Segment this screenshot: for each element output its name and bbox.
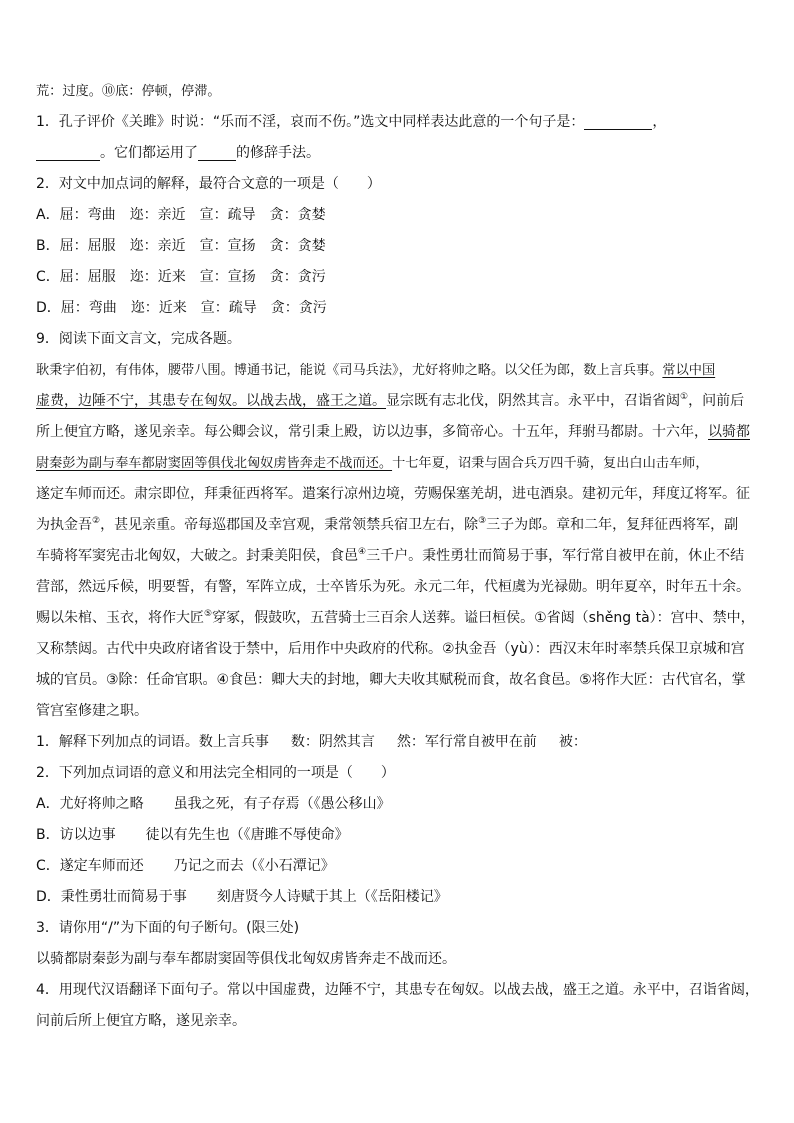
option-d: D．屈：弯曲 迩：近来 宣：疏导 贪：贪污 <box>36 300 327 316</box>
footnote-marker: ① <box>680 392 689 402</box>
question-1-continued <box>36 138 758 169</box>
sub-question-1-word: 数：阴然其言 <box>290 734 375 750</box>
answer-blank[interactable] <box>36 142 100 161</box>
passage-text: 所上便宜方略，遂见亲幸。每公卿会议，常引秉上殿，访以边事，多简帝心。十五年，拜驸马都尉。十六年， <box>36 424 708 440</box>
passage-line <box>36 510 758 541</box>
punct: ， <box>652 114 667 130</box>
footnote-marker: ⑤ <box>204 609 213 619</box>
sub-option-d <box>36 882 758 913</box>
sub-option-b <box>36 820 758 851</box>
question-1 <box>36 107 758 138</box>
sub-question-2-stem: 2．下列加点词语的意义和用法完全相同的一项是（ ） <box>36 765 395 781</box>
option-phrase: D．秉性勇壮而简易于事 <box>36 889 187 905</box>
passage-line: 营部，然远斥候，明要誓，有警，军阵立成，士卒皆乐为死。永元二年，代桓虞为光禄勋。明年夏卒，时年五十余。 <box>36 579 750 595</box>
passage-text: ，问前后 <box>688 393 745 409</box>
option-compare: 刻唐贤今人诗赋于其上（《岳阳楼记》 <box>216 889 448 905</box>
option-compare: 徒以有先生也（《唐雎不辱使命》 <box>145 827 349 843</box>
option-b: B．屈：屈服 迩：亲近 宣：宣扬 贪：贪婪 <box>36 238 326 254</box>
passage-text: 穿冢，假鼓吹，五营骑士三百余人送葬。谥曰桓侯。①省闼（shěng tà）：宫中、禁中， <box>212 610 755 626</box>
passage-line <box>36 448 758 479</box>
footnote-marker: ④ <box>358 547 367 557</box>
passage-line <box>36 355 758 386</box>
passage-text: ，甚见亲重。帝每巡郡国及幸宫观，秉常领禁兵宿卫左右，除 <box>100 517 479 533</box>
option-compare: 虽我之死，有子存焉（《愚公移山》 <box>173 796 391 812</box>
passage-line: 城的官员。③除：任命官职。④食邑：卿大夫的封地，卿大夫收其赋税而食，故名食邑。⑤将作大匠：古代官名，掌 <box>36 672 746 688</box>
passage-text: 军行常自被甲在前，休止不结 <box>562 548 745 564</box>
sub-question-1-text: 1．解释下列加点的词语。数上言兵事 <box>36 734 269 750</box>
option-phrase: A．尤好将帅之略 <box>36 796 144 812</box>
passage-line <box>36 417 758 448</box>
sub-question-4: 4．用现代汉语翻译下面句子。常以中国虚费，边陲不宁，其患专在匈奴。以战去战，盛王之道。永平中，召诣省闼， <box>36 982 759 998</box>
passage-line: 又称禁闼。古代中央政府诸省设于禁中，后用作中央政府的代称。②执金吾（yù）：西汉末年时率禁兵保卫京城和宫 <box>36 641 745 657</box>
sub-question-4-continued: 问前后所上便宜方略，遂见亲幸。 <box>36 1013 246 1029</box>
passage-text: 耿秉字伯初，有伟体，腰带八围。博通书记，能说《司马兵法》，尤好将帅之略。以父任为郎，数上言兵事。 <box>36 363 663 378</box>
question-1-text: 1．孔子评价《关雎》时说：“乐而不淫，哀而不伤。”选文中同样表达此意的一个句子是： <box>36 114 585 130</box>
sub-question-3-sentence: 以骑都尉秦彭为副与奉车都尉窦固等俱伐北匈奴虏皆奔走不战而还。 <box>36 951 456 967</box>
question-2-stem: 2．对文中加点词的解释，最符合文意的一项是（ ） <box>36 176 381 192</box>
option-a: A．屈：弯曲 迩：亲近 宣：疏导 贪：贪婪 <box>36 207 326 223</box>
sub-question-3-stem: 3．请你用“/”为下面的句子断句。(限三处) <box>36 920 300 936</box>
sub-question-1-word: 被： <box>558 734 587 750</box>
passage-text: 十七年夏，诏秉与固合兵万四千骑，复出白山击车师， <box>392 456 709 471</box>
question-1-text: 。它们都运用了 <box>100 145 198 161</box>
passage-line <box>36 386 758 417</box>
passage-text: 车骑将军窦宪击北匈奴，大破之。封秉美阳侯，食邑 <box>36 548 358 564</box>
passage-line: 遂定车师而还。肃宗即位，拜秉征西将军。遣案行凉州边境，劳赐保塞羌胡，进屯酒泉。建初元年，拜度辽将军。征 <box>36 486 750 502</box>
annotation-notes: 荒：过度。⑩底：停顿，停滞。 <box>36 84 221 99</box>
footnote-marker: ③ <box>478 516 487 526</box>
passage-text: 显宗既有志北伐，阴然其言。永平中，召诣省闼 <box>386 393 680 409</box>
answer-blank[interactable] <box>584 111 652 130</box>
footnote-marker: ② <box>92 516 101 526</box>
underlined-text: 以骑都 <box>708 424 750 440</box>
passage-text: 赐以朱棺、玉衣，将作大匠 <box>36 610 204 626</box>
answer-blank[interactable] <box>198 142 236 161</box>
option-phrase: C．遂定车师而还 <box>36 858 144 874</box>
option-phrase: B．访以边事 <box>36 827 116 843</box>
question-1-text: 的修辞手法。 <box>236 145 320 161</box>
option-compare: 乃记之而去（《小石潭记》 <box>173 858 335 874</box>
sub-question-1 <box>36 727 758 758</box>
underlined-text: 虚费，边陲不宁，其患专在匈奴。以战去战，盛王之道。 <box>36 393 386 409</box>
passage-line: 管宫室修建之职。 <box>36 703 148 719</box>
question-9-title: 9．阅读下面文言文，完成各题。 <box>36 331 241 347</box>
passage-text: 三千户。秉性勇壮而简易于事， <box>366 548 563 564</box>
sub-question-1-word: 然：军行常自被甲在前 <box>396 734 537 750</box>
passage-text: 为执金吾 <box>36 517 92 533</box>
sub-option-c <box>36 851 758 882</box>
option-c: C．屈：屈服 迩：近来 宣：宣扬 贪：贪污 <box>36 269 326 285</box>
passage-text: 三子为郎。章和二年，复拜征西将军，副 <box>486 517 739 533</box>
underlined-text: 常以中国 <box>662 363 716 378</box>
sub-option-a <box>36 789 758 820</box>
passage-line <box>36 603 758 634</box>
underlined-text: 尉秦彭为副与奉车都尉窦固等俱伐北匈奴虏皆奔走不战而还。 <box>36 456 393 471</box>
passage-line <box>36 541 758 572</box>
